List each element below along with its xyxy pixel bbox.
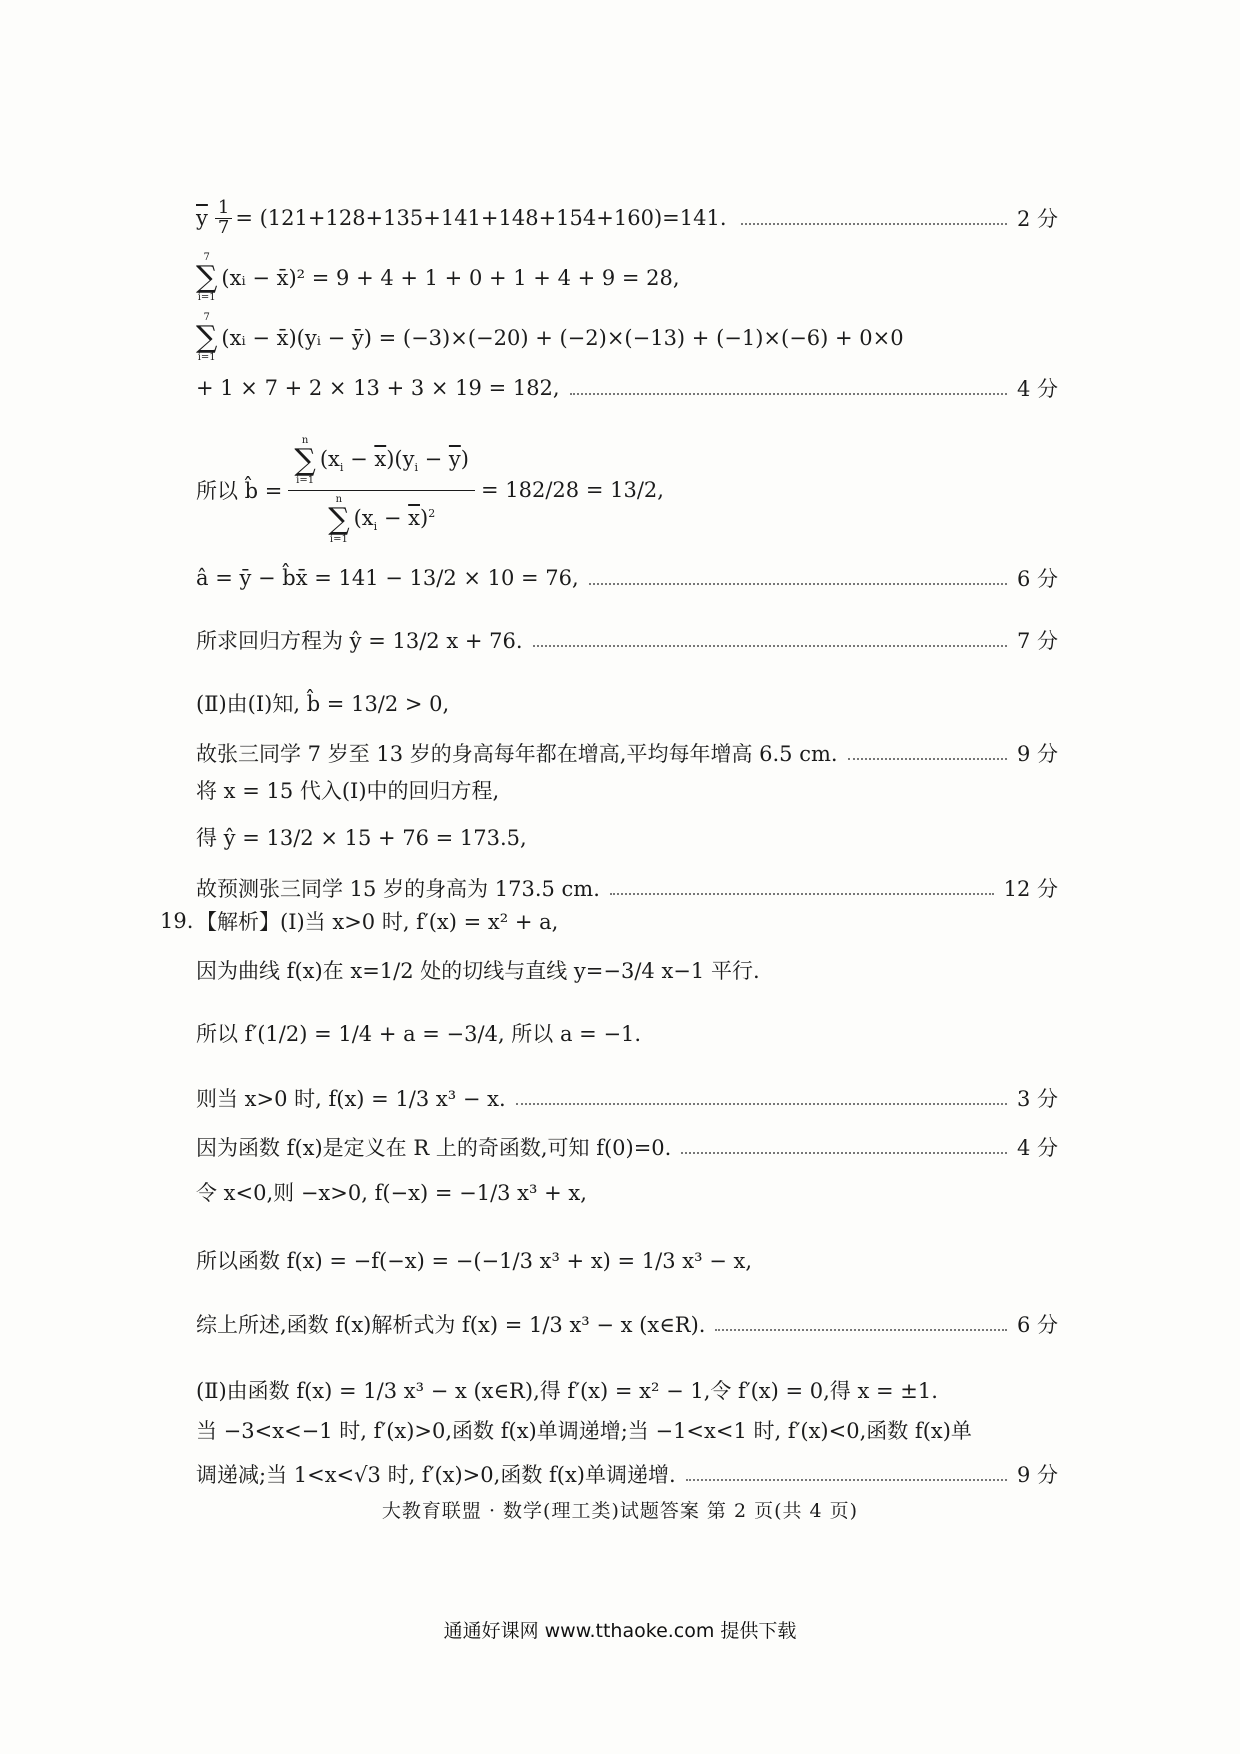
line-text: 调递减;当 1<x<√3 时, f′(x)>0,函数 f(x)单调递增.	[196, 1463, 676, 1487]
line-1	[196, 198, 1058, 238]
leader-dots	[741, 223, 1007, 225]
line-text: 故预测张三同学 15 岁的身高为 173.5 cm.	[196, 877, 600, 901]
line-text: 【解析】(Ⅰ)当 x>0 时, f′(x) = x² + a,	[196, 910, 559, 934]
score-label: 9 分	[1016, 742, 1058, 766]
line-16	[196, 1078, 1058, 1118]
score-label: 12 分	[1003, 877, 1058, 901]
line-7	[196, 620, 1058, 660]
line-text: 综上所述,函数 f(x)解析式为 f(x) = 1/3 x³ − x (x∈R).	[196, 1313, 706, 1337]
line-17	[196, 1127, 1058, 1167]
line-21	[196, 1370, 1058, 1410]
line-text: 令 x<0,则 −x>0, f(−x) = −1/3 x³ + x,	[196, 1181, 587, 1205]
line-text: 则当 x>0 时, f(x) = 1/3 x³ − x.	[196, 1087, 506, 1111]
line-10	[196, 770, 1058, 810]
line-8	[196, 683, 1058, 723]
leader-dots	[681, 1152, 1007, 1154]
line-text: (Ⅱ)由(Ⅰ)知, b̂ = 13/2 > 0,	[196, 692, 450, 716]
line-text: 所以 f′(1/2) = 1/4 + a = −3/4, 所以 a = −1.	[196, 1022, 642, 1046]
line-18	[196, 1172, 1058, 1212]
line-text: 因为曲线 f(x)在 x=1/2 处的切线与直线 y=−3/4 x−1 平行.	[196, 959, 760, 983]
line-9	[196, 733, 1058, 773]
line-text: + 1 × 7 + 2 × 13 + 3 × 19 = 182,	[196, 376, 560, 400]
score-label: 9 分	[1016, 1463, 1058, 1487]
line-4	[196, 368, 1058, 408]
score-label: 4 分	[1016, 377, 1058, 401]
score-label: 6 分	[1016, 1313, 1058, 1337]
line-23	[196, 1454, 1058, 1494]
line-text: 所以函数 f(x) = −f(−x) = −(−1/3 x³ + x) = 1/3 x³ − x,	[196, 1249, 753, 1273]
leader-dots	[533, 645, 1007, 647]
line-15	[196, 1013, 1058, 1053]
download-watermark: 通通好课网 www.tthaoke.com 提供下载	[443, 1620, 797, 1642]
line-6	[196, 558, 1058, 598]
line-text: 得 ŷ = 13/2 × 15 + 76 = 173.5,	[196, 826, 527, 850]
leader-dots	[715, 1329, 1007, 1331]
sigma-symbol: 7 ∑ i=1	[196, 252, 218, 303]
leader-dots	[516, 1103, 1007, 1105]
regression-fraction: n ∑ i=1 $(x_i - \overline{x})(y_i - \overline{y})$ n ∑ i=1 $(x_i - \overline{x})^2$	[288, 436, 475, 545]
line-19	[196, 1240, 1058, 1280]
line-11	[196, 817, 1058, 857]
sigma-symbol: 7 ∑ i=1	[196, 312, 218, 363]
leader-dots	[848, 758, 1007, 760]
math-expression: $\overline{y}$ $\frac{1}{7}$ = (121+128+135+141+148+154+160)=141.	[196, 196, 727, 238]
line-text: 当 −3<x<−1 时, f′(x)>0,函数 f(x)单调递增;当 −1<x<1 时, f′(x)<0,函数 f(x)单	[196, 1419, 972, 1443]
line-text: 所求回归方程为 ŷ = 13/2 x + 76.	[196, 629, 523, 653]
line-text: (xᵢ − x̄)² = 9 + 4 + 1 + 0 + 1 + 4 + 9 = 28,	[221, 266, 680, 290]
score-label: 2 分	[1016, 207, 1058, 231]
line-prefix: 所以 b̂ =	[196, 479, 283, 503]
leader-dots	[610, 893, 994, 895]
score-label: 7 分	[1016, 629, 1058, 653]
line-14	[196, 950, 1058, 990]
page-footer: 大教育联盟 · 数学(理工类)试题答案 第 2 页(共 4 页)	[381, 1500, 859, 1522]
question-number: 19.	[160, 909, 194, 933]
line-20	[196, 1304, 1058, 1344]
score-label: 6 分	[1016, 567, 1058, 591]
leader-dots	[570, 393, 1007, 395]
leader-dots	[589, 583, 1007, 585]
line-text: = (121+128+135+141+148+154+160)=141.	[235, 206, 727, 230]
score-label: 4 分	[1016, 1136, 1058, 1160]
line-3	[196, 303, 1058, 373]
line-13	[196, 901, 1058, 941]
line-result: = 182/28 = 13/2,	[481, 478, 664, 502]
line-22	[196, 1410, 1058, 1450]
line-text: (xᵢ − x̄)(yᵢ − ȳ) = (−3)×(−20) + (−2)×(−13) + (−1)×(−6) + 0×0	[221, 326, 904, 350]
score-label: 3 分	[1016, 1087, 1058, 1111]
line-text: â = ȳ − b̂x̄ = 141 − 13/2 × 10 = 76,	[196, 566, 579, 590]
line-5	[196, 430, 1058, 550]
line-text: 因为函数 f(x)是定义在 R 上的奇函数,可知 f(0)=0.	[196, 1136, 672, 1160]
line-text: (Ⅱ)由函数 f(x) = 1/3 x³ − x (x∈R),得 f′(x) = x² − 1,令 f′(x) = 0,得 x = ±1.	[196, 1379, 938, 1403]
leader-dots	[686, 1479, 1007, 1481]
line-text: 将 x = 15 代入(Ⅰ)中的回归方程,	[196, 779, 500, 803]
line-text: 故张三同学 7 岁至 13 岁的身高每年都在增高,平均每年增高 6.5 cm.	[196, 742, 838, 766]
